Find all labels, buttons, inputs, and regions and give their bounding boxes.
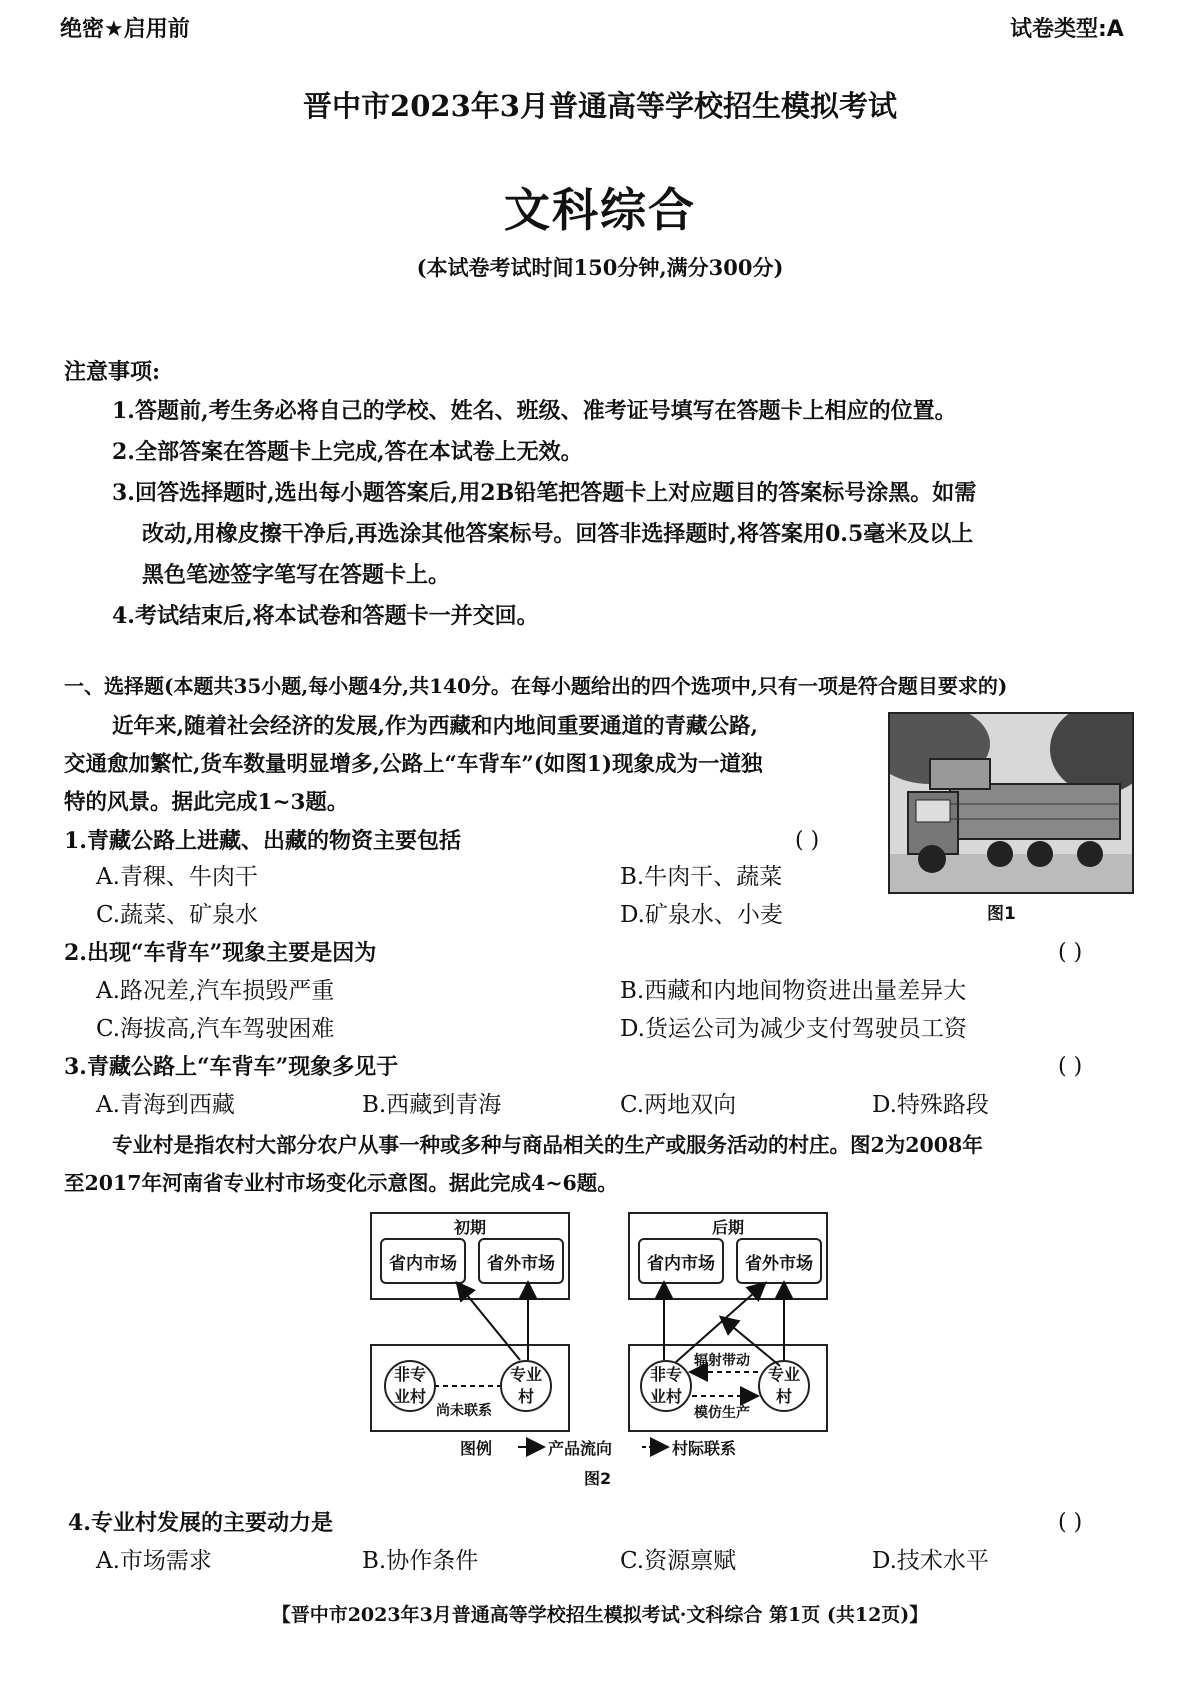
passage-line: 交通愈加繁忙,货车数量明显增多,公路上“车背车”(如图1)现象成为一道独 — [64, 752, 763, 777]
answer-paren: ( ) — [1058, 1510, 1083, 1535]
notice-item: 改动,用橡皮擦干净后,再选涂其他答案标号。回答非选择题时,将答案用0.5毫米及以上 — [142, 521, 974, 547]
option-d: D.技术水平 — [872, 1548, 989, 1574]
fig2-caption: 图2 — [584, 1469, 612, 1488]
question-stem: 1.青藏公路上进藏、出藏的物资主要包括 — [64, 828, 461, 854]
passage-line: 专业村是指农村大部分农户从事一种或多种与商品相关的生产或服务活动的村庄。图2为2008年 — [112, 1133, 983, 1157]
notice-item: 3.回答选择题时,选出每小题答案后,用2B铅笔把答题卡上对应题目的答案标号涂黑。如需 — [112, 480, 977, 506]
question-stem: 3.青藏公路上“车背车”现象多见于 — [64, 1054, 399, 1080]
notice-item: 黑色笔迹签字笔写在答题卡上。 — [142, 562, 451, 588]
option-d: D.特殊路段 — [872, 1092, 989, 1118]
answer-paren: ( ) — [795, 828, 820, 853]
legend-label: 图例 — [460, 1439, 493, 1458]
in-market-box: 省内市场 — [638, 1238, 724, 1284]
exam-title: 晋中市2023年3月普通高等学校招生模拟考试 — [303, 89, 897, 123]
answer-paren: ( ) — [1058, 1054, 1083, 1079]
duration-note: (本试卷考试时间150分钟,满分300分) — [416, 255, 784, 280]
late-label: 后期 — [712, 1218, 745, 1237]
no-link-label: 尚未联系 — [436, 1403, 492, 1419]
option-b: B.协作条件 — [362, 1548, 479, 1574]
option-a: A.路况差,汽车损毁严重 — [96, 978, 335, 1004]
secret-label: 绝密★启用前 — [60, 17, 190, 42]
early-label: 初期 — [454, 1218, 487, 1237]
notice-item: 2.全部答案在答题卡上完成,答在本试卷上无效。 — [112, 439, 583, 465]
notice-item: 4.考试结束后,将本试卷和答题卡一并交回。 — [112, 603, 539, 629]
option-c: C.蔬菜、矿泉水 — [96, 902, 259, 928]
in-market-box: 省内市场 — [380, 1238, 466, 1284]
option-a: A.青稞、牛肉干 — [96, 864, 258, 890]
option-b: B.西藏和内地间物资进出量差异大 — [620, 978, 967, 1004]
legend-village-link: 村际联系 — [672, 1439, 737, 1458]
notice-item: 1.答题前,考生务必将自己的学校、姓名、班级、准考证号填写在答题卡上相应的位置。 — [112, 398, 957, 424]
option-b: B.牛肉干、蔬菜 — [620, 864, 783, 890]
question-stem: 2.出现“车背车”现象主要是因为 — [64, 940, 377, 966]
subject-title: 文科综合 — [504, 183, 696, 237]
imitate-label: 模仿生产 — [694, 1405, 750, 1421]
village-node: 专业 村 — [758, 1360, 810, 1412]
page-footer: 【晋中市2023年3月普通高等学校招生模拟考试·文科综合 第1页 (共12页)】 — [271, 1604, 929, 1626]
option-b: B.西藏到青海 — [362, 1092, 502, 1118]
out-market-box: 省外市场 — [478, 1238, 564, 1284]
option-d: D.货运公司为减少支付驾驶员工资 — [620, 1016, 967, 1042]
option-c: C.海拔高,汽车驾驶困难 — [96, 1016, 335, 1042]
legend-product-flow: 产品流向 — [548, 1439, 613, 1458]
non-village-node: 非专 业村 — [640, 1360, 692, 1412]
passage-line: 近年来,随着社会经济的发展,作为西藏和内地间重要通道的青藏公路, — [112, 714, 758, 739]
radiate-label: 辐射带动 — [694, 1353, 750, 1369]
out-market-box: 省外市场 — [736, 1238, 822, 1284]
fig1-caption: 图1 — [987, 904, 1016, 924]
option-a: A.市场需求 — [96, 1548, 212, 1574]
answer-paren: ( ) — [1058, 940, 1083, 965]
village-node: 专业 村 — [500, 1360, 552, 1412]
notice-heading: 注意事项: — [64, 359, 161, 385]
question-stem: 4.专业村发展的主要动力是 — [68, 1510, 333, 1536]
non-village-node: 非专 业村 — [384, 1360, 436, 1412]
option-c: C.资源禀赋 — [620, 1548, 737, 1574]
option-a: A.青海到西藏 — [96, 1092, 235, 1118]
option-c: C.两地双向 — [620, 1092, 737, 1118]
option-d: D.矿泉水、小麦 — [620, 902, 783, 928]
passage-line: 至2017年河南省专业村市场变化示意图。据此完成4~6题。 — [64, 1171, 618, 1195]
paper-type: 试卷类型:A — [1010, 17, 1124, 42]
section-heading: 一、选择题(本题共35小题,每小题4分,共140分。在每小题给出的四个选项中,只有一项是符合题目要求的) — [64, 674, 1008, 698]
passage-line: 特的风景。据此完成1~3题。 — [64, 790, 349, 815]
